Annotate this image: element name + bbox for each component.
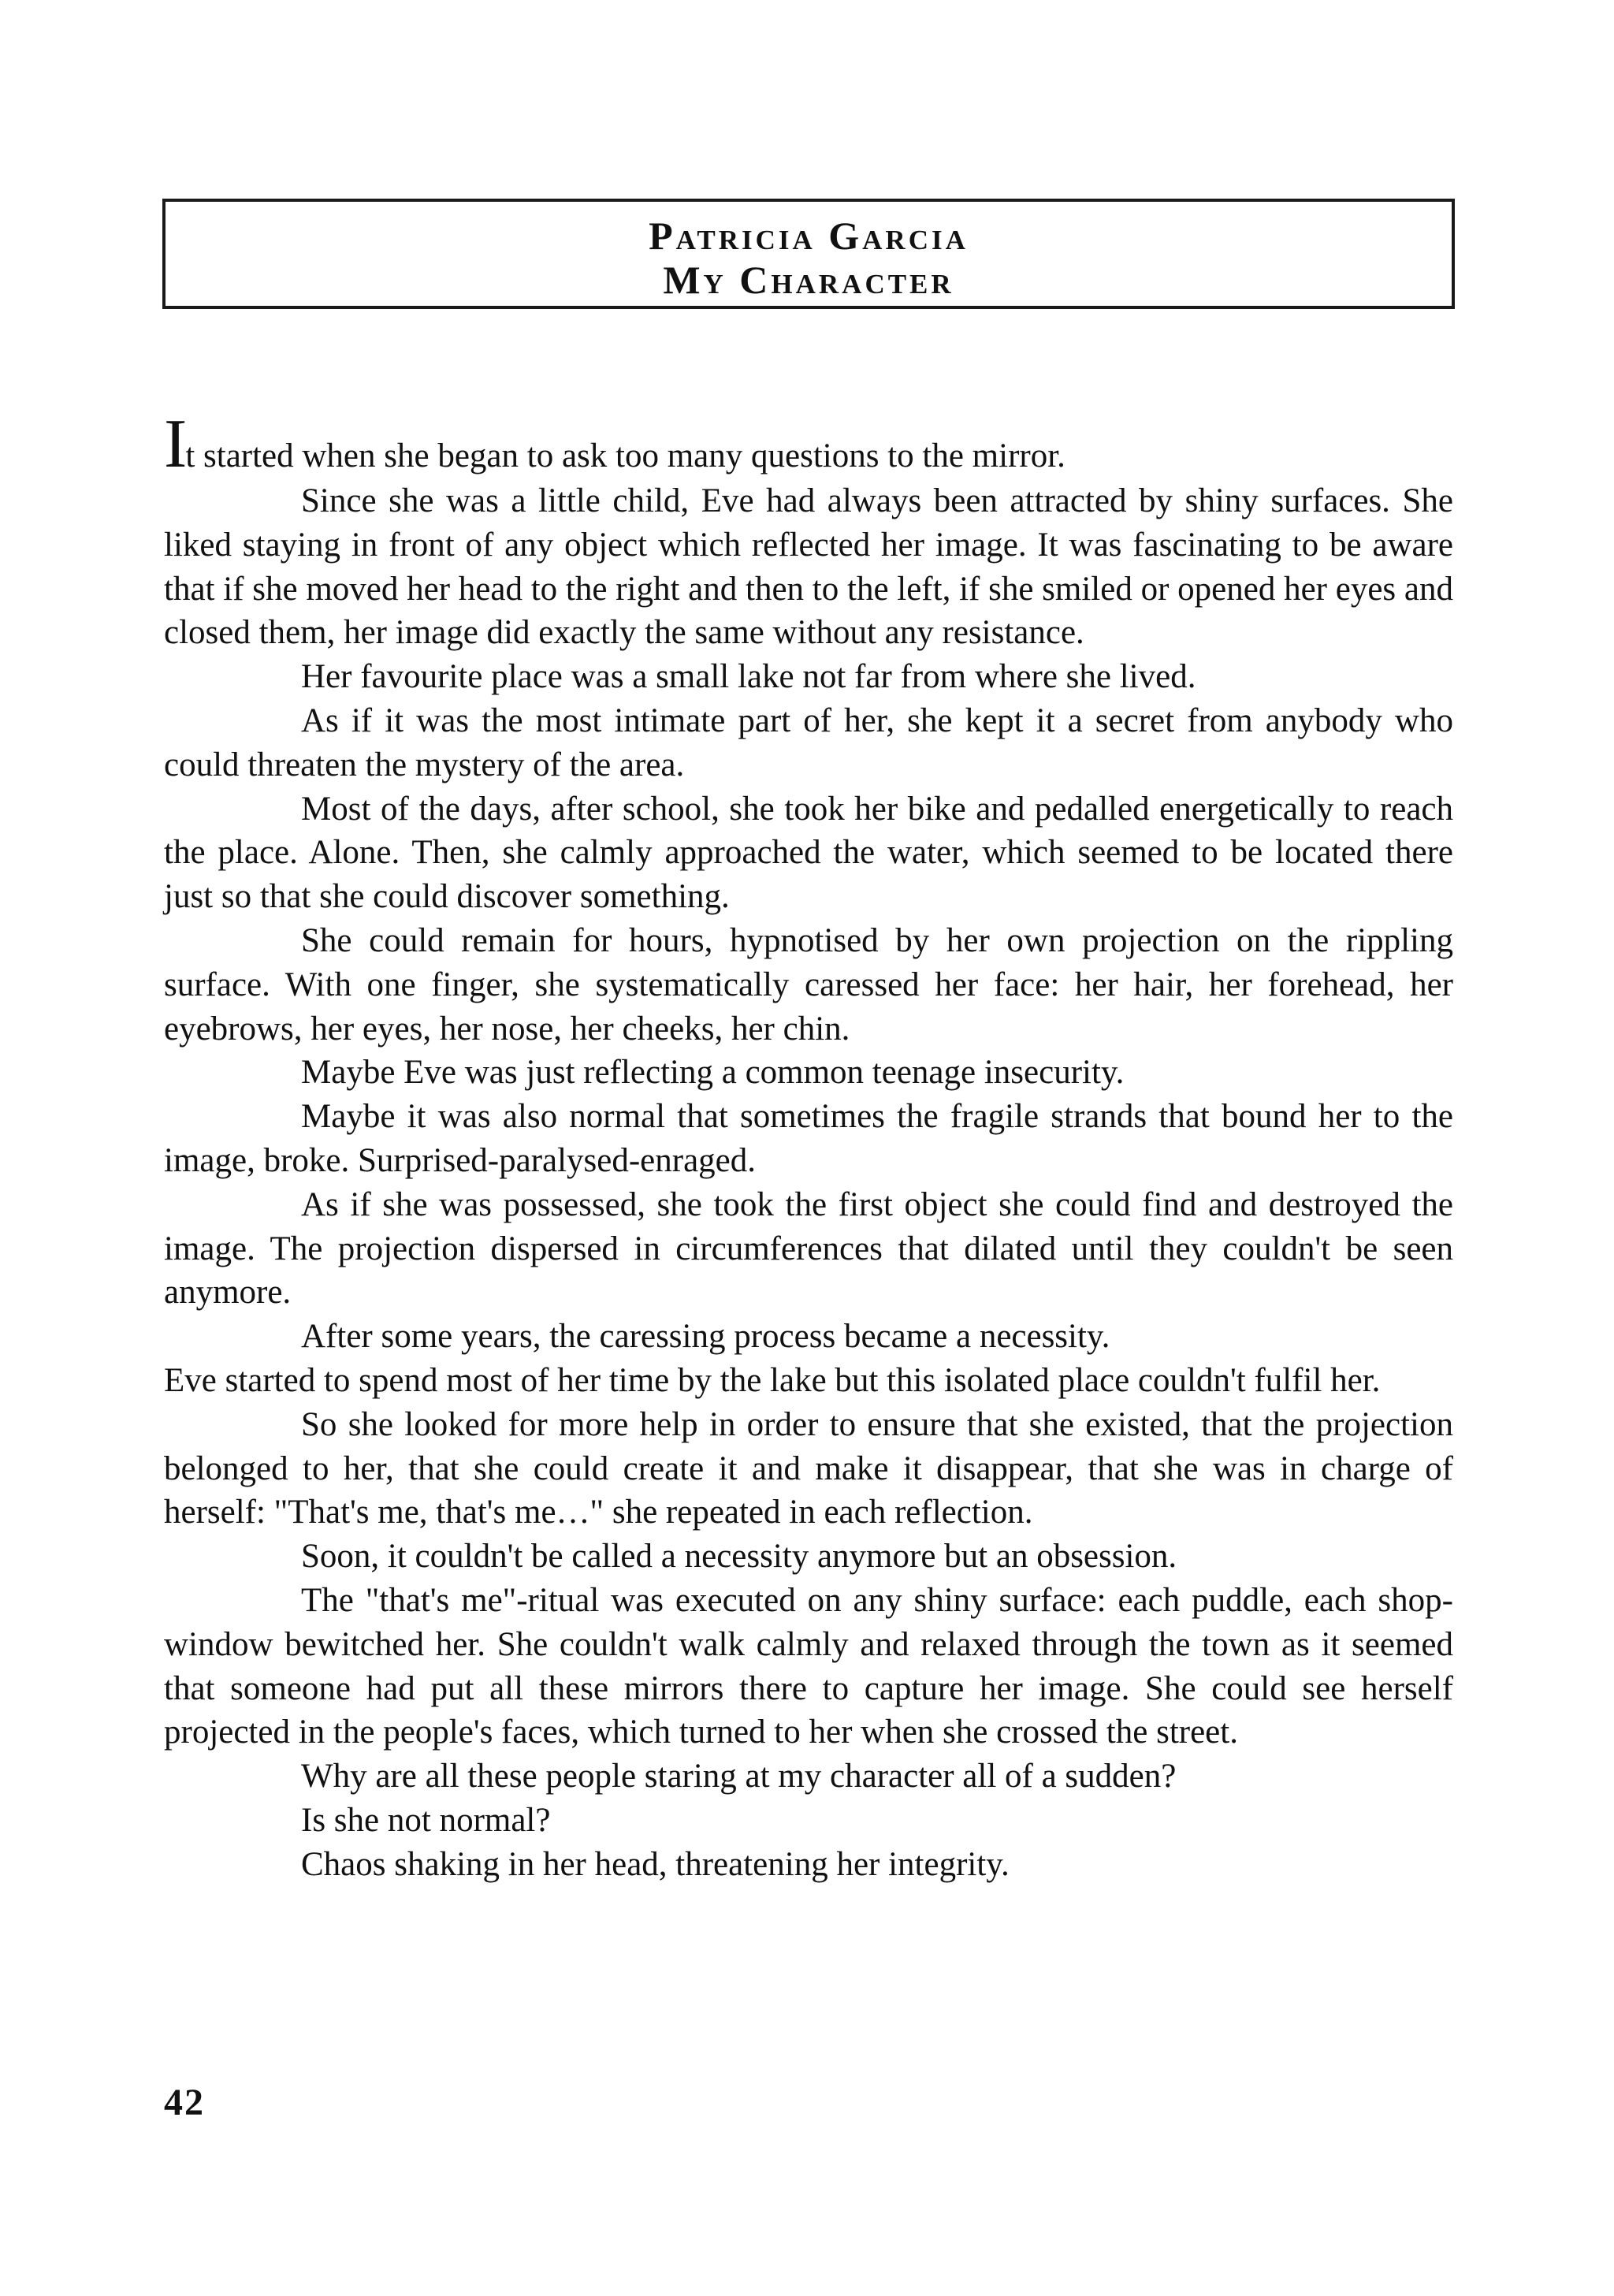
paragraph: After some years, the caressing process became a necessity. <box>301 1318 1110 1356</box>
paragraph: As if she was possessed, she took the first object she could find and destroyed the image. The projection dispersed in circumferences that dilated until they couldn't be seen anymore. <box>164 1185 1453 1312</box>
page-number: 42 <box>164 2082 205 2123</box>
paragraph: Eve started to spend most of her time by the lake but this isolated place couldn't fulfil her. <box>164 1361 1381 1399</box>
story-title: My Character <box>663 258 954 302</box>
paragraph: Most of the days, after school, she took her bike and pedalled energetically to reach the place. Alone. Then, she calmly approached the water, which seemed to be located there just so that she could discover something. <box>164 790 1453 916</box>
paragraph: Chaos shaking in her head, threatening her integrity. <box>301 1845 1010 1883</box>
paragraph: Soon, it couldn't be called a necessity anymore but an obsession. <box>301 1538 1177 1576</box>
paragraph: Maybe it was also normal that sometimes the fragile strands that bound her to the image, broke. Surprised-paralysed-enraged. <box>164 1098 1453 1179</box>
paragraph: So she looked for more help in order to ensure that she existed, that the projection belonged to her, that she could create it and make it disappear, that she was in charge of herself: "That's me, that's me…" she repeated in each reflection. <box>164 1405 1453 1531</box>
opening-paragraph <box>164 406 1453 482</box>
opening-line: t started when she began to ask too many questions to the mirror. <box>185 437 1065 474</box>
title-box <box>162 199 1455 309</box>
story-body <box>164 406 1453 1887</box>
paragraph: Since she was a little child, Eve had always been attracted by shiny surfaces. She liked staying in front of any object which reflected her image. It was fascinating to be aware that if she moved her head to the right and then to the left, if she smiled or opened her eyes and closed them, her image did exactly the same without any resistance. <box>164 482 1453 652</box>
paragraph: Why are all these people staring at my character all of a sudden? <box>301 1758 1177 1795</box>
paragraph: As if it was the most intimate part of her, she kept it a secret from anybody who could threaten the mystery of the area. <box>164 701 1453 783</box>
drop-cap: I <box>164 406 186 482</box>
paragraph: Is she not normal? <box>301 1801 551 1839</box>
paragraph: Maybe Eve was just reflecting a common teenage insecurity. <box>301 1054 1125 1092</box>
paragraph: The "that's me"-ritual was executed on any shiny surface: each puddle, each shop-window bewitched her. She couldn't walk calmly and relaxed through the town as it seemed that someone had put all these mirrors there to capture her image. She could see herself projected in the people's faces, which turned to her when she crossed the street. <box>164 1581 1453 1751</box>
paragraph: She could remain for hours, hypnotised by her own projection on the rippling surface. With one finger, she systematically caressed her face: her hair, her forehead, her eyebrows, her eyes, her nose, her cheeks, her chin. <box>164 921 1453 1048</box>
paragraph: Her favourite place was a small lake not far from where she lived. <box>301 658 1196 696</box>
author-name: Patricia Garcia <box>649 214 969 258</box>
